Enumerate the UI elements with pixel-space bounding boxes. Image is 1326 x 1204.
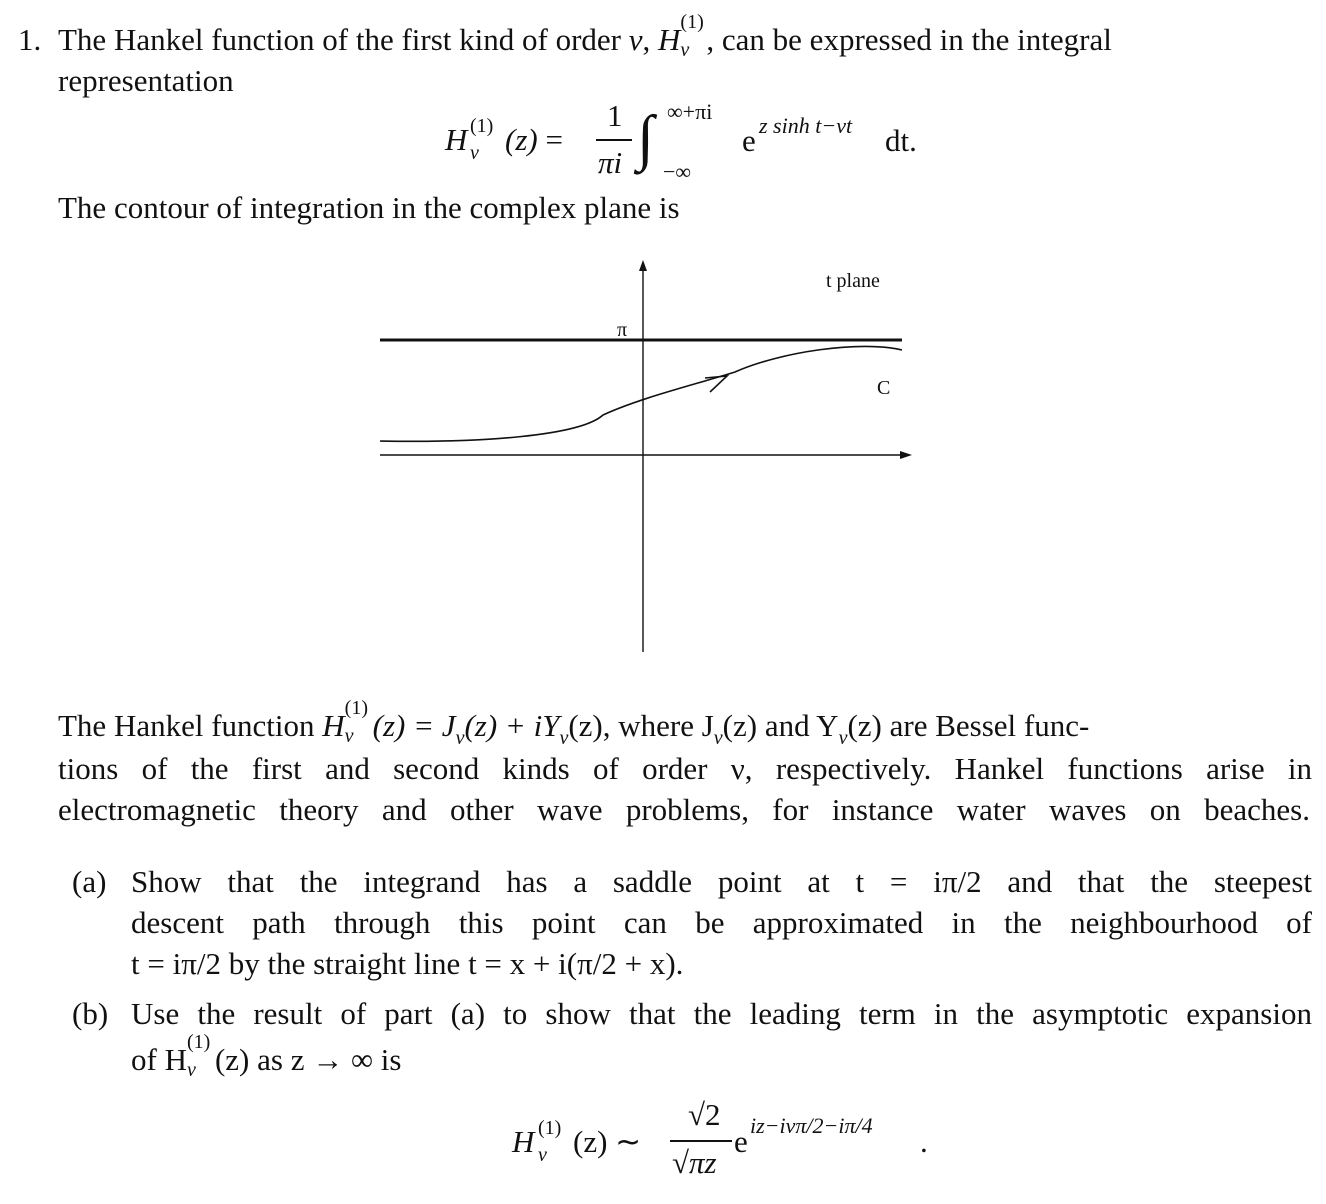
para2-text-e: (z) and Y [722,708,839,743]
para2-text-b: (z) = J [372,708,456,743]
integral-dt: dt. [885,123,917,158]
para2-text-f: (z) are Bessel func- [847,708,1090,743]
part-b-line-1: Use the result of part (a) to show that the leading term in the asymptotic expansion [131,996,1312,1031]
asym-lhs-sup: (1) [538,1117,562,1139]
para2-text-a: The Hankel function [58,708,323,743]
integral-lhs-h: H [445,122,468,157]
para2-sub-1: ν [455,727,465,749]
para2-hankel-sup: (1) [344,697,368,719]
para2-text-d: (z), where J [568,708,714,743]
asym-frac-bar [670,1140,732,1142]
integral-upper-limit: ∞+πi [667,99,713,124]
part-b-label: (b) [72,996,109,1031]
para2-sub-3: ν [713,727,723,749]
part-b-hankel-sub: ν [186,1059,196,1081]
real-axis-arrow [900,451,912,459]
asym-lhs-h: H [512,1124,535,1159]
integral-frac-num: 1 [607,98,623,133]
integral-lower-limit: −∞ [663,159,692,184]
contour-label: C [877,377,891,399]
para2-line-1 [58,697,1312,750]
para2-sub-4: ν [838,727,848,749]
contour-path [380,346,902,441]
asym-lhs-sub: ν [538,1144,547,1166]
part-a-line-2: descent path through this point can be approximated in the neighbourhood of [131,905,1312,940]
asym-exponent: iz−iνπ/2−iπ/4 [750,1113,873,1138]
para2-sub-2: ν [559,727,569,749]
para2-line-2: tions of the first and second kinds of order ν, respectively. Hankel functions arise in [58,751,1312,786]
integral-lhs-sup: (1) [470,115,494,137]
part-b-text-b: (z) as z → ∞ is [214,1042,402,1077]
para2-line-3: electromagnetic theory and other wave problems, for instance water waves on beaches. [58,792,1310,827]
asym-end: . [920,1124,928,1159]
para2-hankel-h: H [322,708,345,743]
asym-numerator: √2 [688,1097,721,1132]
para2-text-c: (z) + iY [464,708,560,743]
integral-exponent: z sinh t−νt [759,113,853,138]
part-a-line-1: Show that the integrand has a saddle point at t = iπ/2 and that the steepest [131,864,1312,899]
part-a-line-3: t = iπ/2 by the straight line t = x + i(π/2 + x). [131,946,684,981]
asym-denominator: √πz [672,1145,717,1180]
part-b-hankel-sup: (1) [186,1031,211,1053]
para2-hankel-sub: ν [344,725,354,747]
intro-hankel-symbol: H [658,22,681,57]
part-b-line-2 [131,1031,402,1081]
contour-sentence: The contour of integration in the complex plane is [58,190,680,225]
integral-lhs-arg: (z) = [505,122,563,157]
intro-nu: ν [628,22,643,57]
pi-label: π [617,319,628,341]
intro-line-2: representation [58,63,234,98]
integral-sign: ∫ [637,104,654,172]
asym-lhs-arg: (z) ∼ [573,1124,642,1159]
intro-text-b: , [642,22,659,57]
intro-text-c: , can be expressed in the integral [706,22,1112,57]
part-b-text-a: of H [131,1042,187,1077]
imaginary-axis-arrow [639,260,647,271]
integral-frac-den: πi [598,145,623,180]
asymptotic-equation [512,1097,952,1190]
plane-label: t plane [826,270,880,292]
intro-hankel-sub: ν [680,39,690,61]
integral-exp-base: e [742,123,756,158]
integral-lhs-sub: ν [470,142,479,164]
intro-text-a: The Hankel function of the first kind of order [58,22,629,57]
problem-number: 1. [18,22,42,57]
part-a-label: (a) [72,864,107,899]
asym-exp-base: e [734,1124,748,1159]
intro-hankel-sup: (1) [680,11,704,33]
